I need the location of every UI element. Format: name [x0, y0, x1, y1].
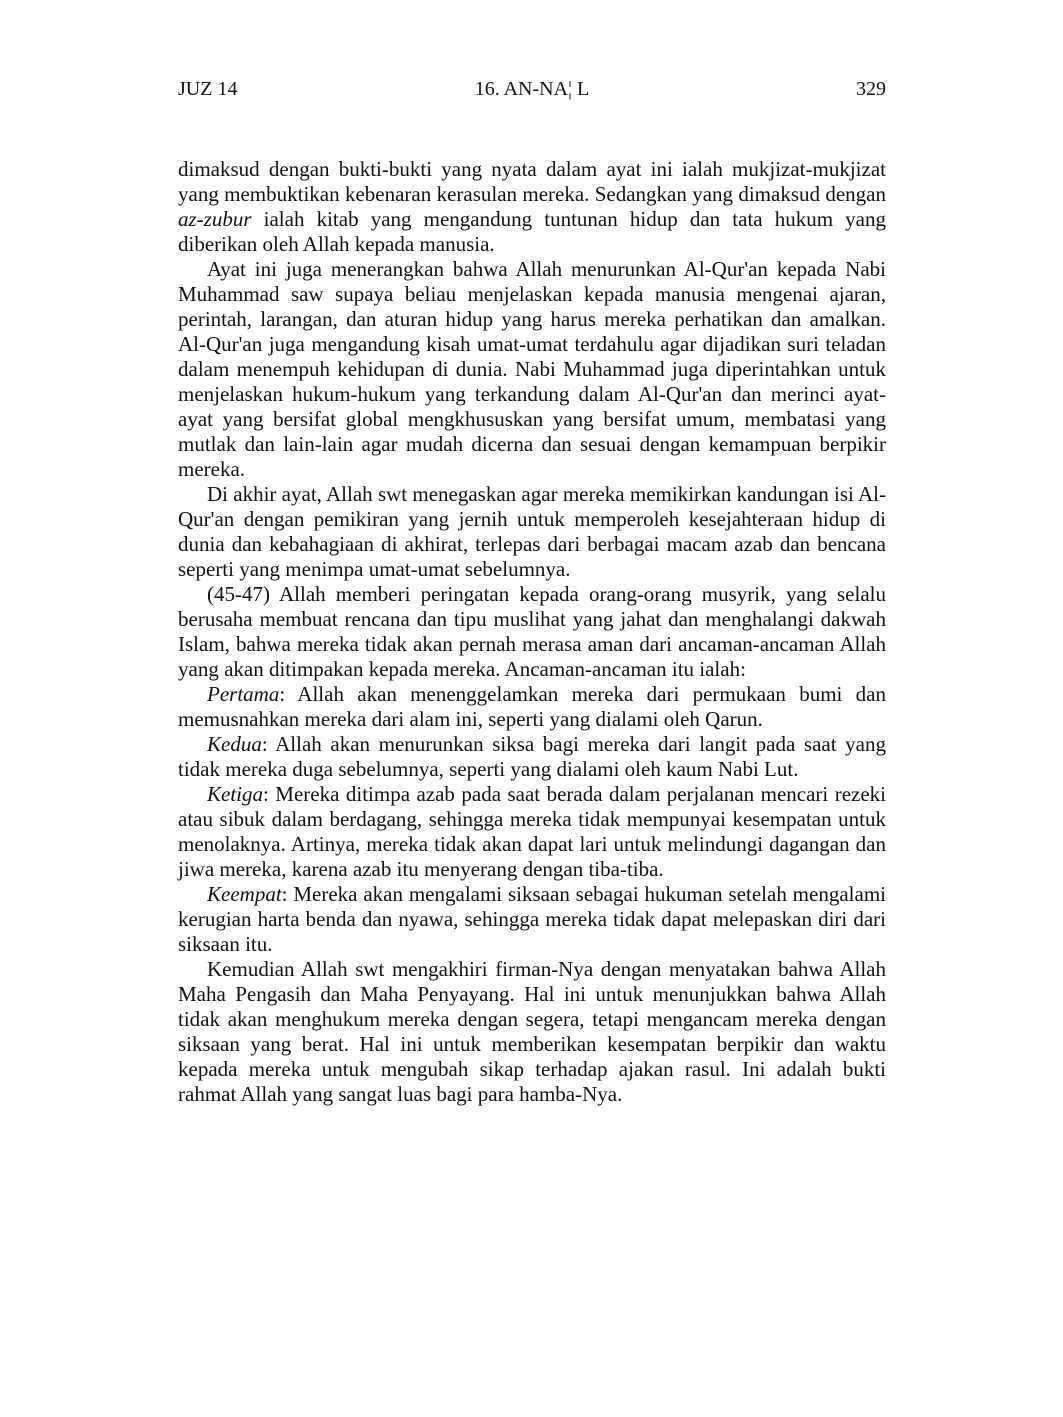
item-text: : Allah akan menenggelamkan mereka dari permukaan bumi dan memusnahkan mereka dari alam ini, seperti yang dialami oleh Qarun. — [178, 682, 886, 731]
term-pertama: Pertama — [207, 682, 280, 706]
paragraph: Di akhir ayat, Allah swt menegaskan agar mereka memikirkan kandungan isi Al-Qur'an dengan pemikiran yang jernih untuk memperoleh kesejahteraan hidup di dunia dan kebahagiaan di akhirat, terlepas dari berbagai macam azab dan bencana seperti yang menimpa umat-umat sebelumnya. — [178, 482, 886, 581]
term-ketiga: Ketiga — [207, 782, 263, 806]
paragraph-continuation — [178, 157, 886, 257]
threat-item-kedua — [178, 732, 886, 782]
paragraph: Ayat ini juga menerangkan bahwa Allah menurunkan Al-Qur'an kepada Nabi Muhammad saw supaya beliau menjelaskan kepada manusia mengenai ajaran, perintah, larangan, dan aturan hidup yang harus mereka perhatikan dan amalkan. Al-Qur'an juga mengandung kisah umat-umat terdahulu agar dijadikan suri teladan dalam menempuh kehidupan di dunia. Nabi Muhammad juga diperintahkan untuk menjelaskan hukum-hukum yang terkandung dalam Al-Qur'an dan merinci ayat-ayat yang bersifat global mengkhususkan yang bersifat umum, membatasi yang mutlak dan lain-lain agar mudah dicerna dan sesuai dengan kemampuan berpikir mereka. — [178, 257, 886, 481]
term-keempat: Keempat — [207, 882, 282, 906]
threat-item-ketiga — [178, 782, 886, 882]
item-text: : Mereka ditimpa azab pada saat berada dalam perjalanan mencari rezeki atau sibuk dalam berdagang, sehingga mereka tidak mempunyai kesempatan untuk menolaknya. Artinya, mereka tidak akan dapat lari untuk melindungi dagangan dan jiwa mereka, karena azab itu menyerang dengan tiba-tiba. — [178, 782, 886, 881]
juz-label: JUZ 14 — [178, 78, 238, 100]
paragraph-verse-45-47: (45-47) Allah memberi peringatan kepada orang-orang musyrik, yang selalu berusaha membuat rencana dan tipu muslihat yang jahat dan menghalangi dakwah Islam, bahwa mereka tidak akan pernah merasa aman dari ancaman-ancaman Allah yang akan ditimpakan kepada mereka. Ancaman-ancaman itu ialah: — [178, 582, 886, 681]
surah-title: 16. AN-NA¦ L — [474, 78, 590, 100]
paragraph-text: dimaksud dengan bukti-bukti yang nyata dalam ayat ini ialah mukjizat-mukjizat yang membuktikan kebenaran kerasulan mereka. Sedangkan yang dimaksud dengan — [178, 157, 886, 206]
page-header — [178, 74, 886, 104]
paragraph-text: ialah kitab yang mengandung tuntunan hidup dan tata hukum yang diberikan oleh Allah kepada manusia. — [178, 207, 887, 256]
paragraph-closing: Kemudian Allah swt mengakhiri firman-Nya dengan menyatakan bahwa Allah Maha Pengasih dan Maha Penyayang. Hal ini untuk menunjukkan bahwa Allah tidak akan menghukum mereka dengan segera, tetapi mengancam mereka dengan siksaan yang berat. Hal ini untuk memberikan kesempatan berpikir dan waktu kepada mereka untuk mengubah sikap terhadap ajakan rasul. Ini adalah bukti rahmat Allah yang sangat luas bagi para hamba-Nya. — [178, 957, 886, 1106]
threat-item-pertama — [178, 682, 886, 732]
term-kedua: Kedua — [207, 732, 262, 756]
threat-item-keempat — [178, 882, 886, 957]
item-text: : Mereka akan mengalami siksaan sebagai hukuman setelah mengalami kerugian harta benda dan nyawa, sehingga mereka tidak dapat melepaskan diri dari siksaan itu. — [178, 882, 886, 956]
item-text: : Allah akan menurunkan siksa bagi mereka dari langit pada saat yang tidak mereka duga sebelumnya, seperti yang dialami oleh kaum Nabi Lut. — [178, 732, 886, 781]
page-body — [178, 157, 886, 1107]
term-az-zubur: az-zubur — [178, 207, 252, 231]
page-number: 329 — [856, 78, 886, 100]
